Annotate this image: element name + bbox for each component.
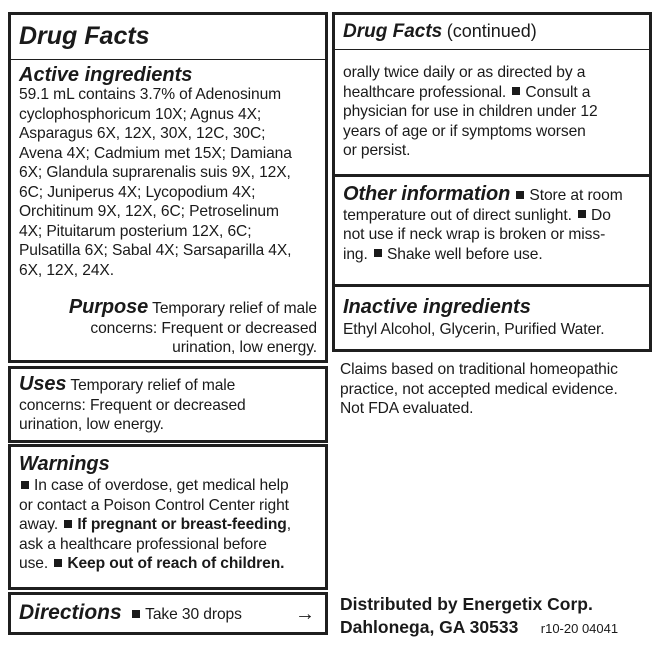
bullet-icon xyxy=(512,87,520,95)
warnings-comma: , xyxy=(286,516,291,533)
active-line: 59.1 mL contains 3.7% of Adenosinum xyxy=(19,86,282,103)
other-line: ing. xyxy=(343,245,368,263)
distributor-address: Dahlonega, GA 30533 xyxy=(340,617,519,637)
directions-panel xyxy=(8,592,328,635)
purpose-heading: Purpose xyxy=(68,296,149,318)
active-line: 6X; Glandula suprarenalis suis 9X, 12X, xyxy=(19,164,291,181)
label-code: r10-20 04041 xyxy=(540,621,619,636)
continue-arrow-icon: → xyxy=(295,603,315,625)
inactive-ingredients-heading: Inactive ingredients xyxy=(343,296,531,318)
drug-facts-title: Drug Facts xyxy=(19,22,150,50)
bullet-icon xyxy=(21,481,29,489)
active-line: Asparagus 6X, 12X, 30X, 12C, 30C; xyxy=(19,125,266,142)
active-line: cyclophosphoricum 10X; Agnus 4X; xyxy=(19,105,262,123)
uses-line: urination, low energy. xyxy=(19,416,164,433)
inactive-ingredients-text: Ethyl Alcohol, Glycerin, Purified Water. xyxy=(343,321,605,338)
bullet-icon xyxy=(578,210,586,218)
other-line: Do xyxy=(591,206,611,224)
active-ingredients-list xyxy=(19,85,325,280)
purpose-block xyxy=(17,298,317,358)
purpose-line: Temporary relief of male xyxy=(152,300,317,317)
active-line: 6X, 12X, 24X. xyxy=(19,261,114,279)
other-line: Shake well before use. xyxy=(386,245,543,263)
active-line: Avena 4X; Cadmium met 15X; Damiana xyxy=(19,144,292,162)
claims-line: Claims based on traditional homeopathic xyxy=(340,361,618,378)
other-information-heading: Other information xyxy=(343,183,511,205)
continued-line: or persist. xyxy=(343,142,411,159)
uses-line: Temporary relief of male xyxy=(70,377,236,394)
continued-line: physician for use in children under 12 xyxy=(343,103,598,120)
warnings-panel xyxy=(8,444,328,590)
warnings-heading: Warnings xyxy=(19,453,110,475)
warnings-line: ask a healthcare professional before xyxy=(19,535,267,553)
continued-line: healthcare professional. xyxy=(343,83,507,101)
uses-heading: Uses xyxy=(19,373,67,395)
distributor-name: Distributed by Energetix Corp. xyxy=(340,594,593,614)
active-ingredients-heading: Active ingredients xyxy=(19,64,193,86)
active-line: Pulsatilla 6X; Sabal 4X; Sarsaparilla 4X, xyxy=(19,242,292,259)
drug-facts-panel xyxy=(8,12,328,363)
other-line: Store at room xyxy=(529,187,623,204)
drug-facts-continued-panel xyxy=(332,12,652,352)
directions-heading: Directions xyxy=(19,601,122,624)
bullet-icon xyxy=(132,610,140,618)
warnings-line: In case of overdose, get medical help xyxy=(34,477,289,494)
bullet-icon xyxy=(374,249,382,257)
active-line: 6C; Juniperus 4X; Lycopodium 4X; xyxy=(19,183,256,201)
pregnancy-warning: If pregnant or breast-feeding xyxy=(77,516,287,533)
other-line: temperature out of direct sunlight. xyxy=(343,206,572,224)
warnings-line: or contact a Poison Control Center right xyxy=(19,496,289,514)
claims-line: Not FDA evaluated. xyxy=(340,400,474,417)
active-line: Orchitinum 9X, 12X, 6C; Petroselinum xyxy=(19,203,279,220)
other-line: not use if neck wrap is broken or miss- xyxy=(343,226,606,243)
warnings-line: use. xyxy=(19,555,49,572)
uses-line: concerns: Frequent or decreased xyxy=(19,396,246,414)
children-warning: Keep out of reach of children. xyxy=(67,555,285,572)
bullet-icon xyxy=(64,520,72,528)
claims-text xyxy=(340,360,656,419)
distributor-block xyxy=(340,593,656,639)
continued-suffix: (continued) xyxy=(446,21,537,41)
uses-panel xyxy=(8,366,328,443)
continued-line: orally twice daily or as directed by a xyxy=(343,64,586,81)
continued-line: years of age or if symptoms worsen xyxy=(343,122,586,140)
bullet-icon xyxy=(54,559,62,567)
bullet-icon xyxy=(516,191,524,199)
purpose-line: concerns: Frequent or decreased xyxy=(90,319,317,337)
active-line: 4X; Pituitarum posterium 12X, 6C; xyxy=(19,222,252,240)
continued-line: Consult a xyxy=(525,83,591,101)
claims-line: practice, not accepted medical evidence. xyxy=(340,380,618,398)
purpose-line: urination, low energy. xyxy=(172,339,317,356)
continued-heading: Drug Facts xyxy=(343,21,443,42)
directions-text: Take 30 drops xyxy=(145,606,242,623)
warnings-line: away. xyxy=(19,516,59,533)
